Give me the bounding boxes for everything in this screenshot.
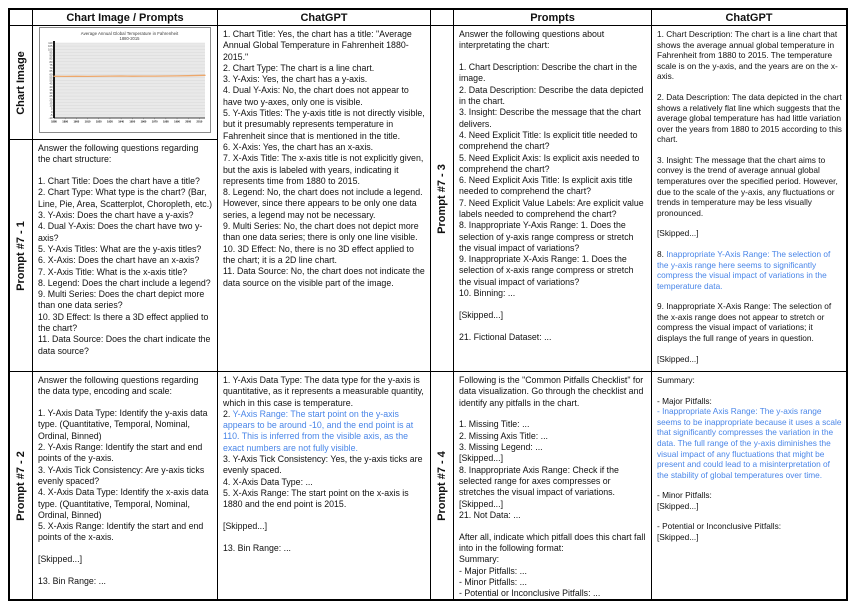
- text-line: [38, 544, 213, 555]
- header-corner-left: [10, 10, 32, 25]
- cell-prompt-7-2: [33, 372, 217, 599]
- text-line: 4. Dual Y-Axis: Does the chart have two y-axis?: [38, 221, 203, 243]
- text-line: 3. Missing Legend: ...: [459, 442, 543, 453]
- svg-text:5: 5: [50, 107, 53, 111]
- cell-chatgpt-response-3: [652, 26, 846, 371]
- text-line: 1. Y-Axis Data Type: Identify the y-axis data type. (Quantitative, Temporal, Nominal, Ordinal, Binned): [38, 408, 208, 441]
- svg-text:1950: 1950: [129, 120, 136, 124]
- row-label-prompt-7-3: Prompt #7 - 3: [431, 26, 453, 371]
- text-line: 3. Y-Axis: Does the chart have a y-axis?: [38, 210, 194, 221]
- svg-text:80: 80: [49, 60, 53, 64]
- svg-text:1890: 1890: [62, 120, 69, 124]
- text-line: 1. Chart Description: The chart is a line chart that shows the average annual global temperature in Fahrenheit from 1880 to 2015. The temperature scale is on the y-axis, and the years are on the x-axis.: [657, 29, 838, 82]
- text-line: 1. Missing Title: ...: [459, 419, 530, 430]
- text-line: - Minor Pitfalls:: [657, 490, 712, 501]
- svg-text:1930: 1930: [107, 120, 113, 124]
- svg-text:15: 15: [49, 101, 53, 105]
- cell-prompt-7-1: [33, 140, 217, 371]
- svg-text:90: 90: [49, 54, 53, 58]
- text-line: [657, 145, 842, 155]
- text-line: [459, 521, 647, 532]
- text-line: 4. Dual Y-Axis: No, the chart does not appear to have two y-axes, only one is visible.: [223, 85, 409, 107]
- header-chatgpt-left: ChatGPT: [218, 10, 430, 25]
- text-line: 2. Missing Axis Title: ...: [459, 430, 548, 441]
- text-line: 2. Chart Type: The chart is a line chart.: [223, 62, 375, 73]
- svg-text:2000: 2000: [185, 120, 192, 124]
- svg-text:105: 105: [48, 45, 53, 49]
- text-line: 6. Need Explicit Axis Title: Is explicit axis title needed to comprehend the chart?: [459, 175, 633, 197]
- text-line: 7. X-Axis Title: What is the x-axis title?: [38, 266, 188, 277]
- text-line: [657, 291, 842, 301]
- text-line: 3. Insight: Describe the message that the chart delivers.: [459, 107, 641, 129]
- text-line: Summary:: [657, 375, 695, 385]
- text-line: After all, indicate which pitfall does this chart fall into in the following format:: [459, 531, 646, 553]
- text-line: [38, 566, 213, 577]
- text-line: 4. X-Axis Data Type: ...: [223, 476, 313, 487]
- text-line: 2. Data Description: The data depicted in the chart shows a relatively flat line which suggests that the average global temperature has had little variation over the years from 1880 to 2015 according to this chart.: [657, 91, 842, 145]
- svg-text:50: 50: [49, 79, 53, 83]
- text-line: 13. Bin Range: ...: [223, 542, 291, 553]
- text-line: 10. 3D Effect: Is there a 3D effect applied to the chart?: [38, 311, 209, 333]
- svg-text:0: 0: [50, 110, 53, 114]
- svg-text:1970: 1970: [151, 120, 158, 124]
- text-line: 4. X-Axis Data Type: Identify the x-axis data type. (Quantitative, Temporal, Nominal, Ordinal, Binned): [38, 487, 209, 520]
- header-chart-image-prompts: Chart Image / Prompts: [33, 10, 217, 25]
- text-line: - Minor Pitfalls: ...: [459, 576, 527, 587]
- cell-chatgpt-response-1: [218, 26, 430, 371]
- prompt-response-table: [8, 8, 848, 601]
- text-line: 10. 3D Effect: No, there is no 3D effect applied to the chart; it is a 2D line chart.: [223, 243, 414, 265]
- text-line: 5. X-Axis Range: Identify the start and end points of the x-axis.: [38, 521, 204, 543]
- row-label-prompt-7-4: Prompt #7 - 4: [431, 372, 453, 599]
- svg-text:75: 75: [49, 63, 53, 67]
- text-line: 8. Legend: Does the chart include a legend?: [38, 277, 211, 288]
- text-line: 9. Multi Series: No, the chart does not depict more than one data series; there is only one line visible.: [223, 221, 419, 243]
- svg-text:45: 45: [49, 82, 53, 86]
- svg-text:1910: 1910: [84, 120, 91, 124]
- svg-text:1990: 1990: [174, 120, 180, 124]
- text-line: Answer the following questions regarding the data type, encoding and scale:: [38, 375, 199, 397]
- svg-text:Average Annual Global Temperat: Average Annual Global Temperature in Fahrenheit: [80, 31, 179, 36]
- text-line: 1. Chart Title: Does the chart have a title?: [38, 176, 200, 187]
- row-label-prompt-7-2: Prompt #7 - 2: [10, 372, 32, 599]
- cell-prompt-7-4: [454, 372, 651, 599]
- text-line: 21. Not Data: ...: [459, 509, 521, 520]
- text-line: 9. Multi Series: Does the chart depict more than one data series?: [38, 289, 205, 311]
- text-line: [657, 480, 842, 490]
- text-line: [223, 511, 426, 522]
- text-line: Following is the "Common Pitfalls Checklist" for data visualization. Go through the checklist and identify any pitfalls in the chart.: [459, 375, 644, 408]
- svg-text:65: 65: [49, 70, 53, 74]
- svg-text:55: 55: [49, 76, 53, 80]
- text-line: 5. X-Axis Range: The start point on the x-axis is 1880 and the end point is 2015.: [223, 487, 409, 510]
- text-line: Summary:: [459, 554, 500, 565]
- text-line: [Skipped...]: [657, 353, 699, 364]
- chart-image-cell: [33, 26, 217, 139]
- text-line: [657, 218, 842, 228]
- text-line: [459, 52, 647, 63]
- text-line: 9. Inappropriate X-Axis Range: The selection of the x-axis range does not appear to stretch or compress the visual impact of variations; it displays the full range of years in question.: [657, 301, 832, 344]
- text-line: [657, 239, 842, 249]
- svg-text:1980: 1980: [162, 120, 169, 124]
- text-line: 2. Data Description: Describe the data depicted in the chart.: [459, 84, 644, 107]
- text-line: 9. Inappropriate X-Axis Range: 1. Does the selection of x-axis range compress or stretch the visual impact of variations?: [459, 254, 634, 287]
- text-line: Answer the following questions regarding the chart structure:: [38, 143, 199, 165]
- text-line: [657, 511, 842, 521]
- svg-text:1880-2015: 1880-2015: [119, 36, 140, 41]
- text-line: 1. Chart Title: Yes, the chart has a title: "Average Annual Global Temperature in Fahrenheit 1880-2015.": [223, 29, 412, 62]
- text-line: [Skipped...]: [459, 453, 504, 464]
- text-line: 21. Fictional Dataset: ...: [459, 331, 552, 342]
- text-line: [Skipped...]: [223, 521, 268, 532]
- text-line: [Skipped...]: [38, 554, 83, 565]
- svg-text:1960: 1960: [140, 120, 147, 124]
- text-line: 11. Data Source: No, the chart does not indicate the data source on the visible part of the image.: [223, 266, 425, 288]
- text-line: - Inappropriate Axis Range: The y-axis range seems to be inappropriate because it uses a scale that significantly compresses the variation in the data. The full range of the y-axis diminishes the visual impact of any fluctuations that might be present and could lead to a misinterpretation of the stability of global temperatures over time.: [657, 406, 842, 480]
- text-line: 8. Inappropriate Axis Range: Check if the selected range for axes compresses or stretches the visual impact of variations.: [459, 464, 619, 498]
- text-line: 3. Insight: The message that the chart aims to convey is the trend of average annual global temperatures over the specified period. However, due to the scale of the y-axis, any fluctuations or trends in temperature may be less visually pronounced.: [657, 154, 838, 218]
- text-line: - Potential or Inconclusive Pitfalls: ...: [459, 588, 601, 599]
- text-line: [657, 344, 842, 354]
- text-line: [38, 166, 213, 177]
- text-line: [Skipped...]: [657, 228, 699, 239]
- text-line: [223, 532, 426, 543]
- svg-text:25: 25: [49, 95, 53, 99]
- svg-text:-5: -5: [50, 113, 53, 117]
- cell-prompt-7-3: [454, 26, 651, 371]
- text-line: - Major Pitfalls: ...: [459, 565, 527, 576]
- text-line: 2. Y-Axis Range: The start point on the y-axis appears to be around -10, and the end point is at 110. This is inferred from the visible axis, as the exact numbers are not fully visible.: [223, 408, 414, 453]
- text-line: 6. X-Axis: Does the chart have an x-axis?: [38, 255, 200, 266]
- text-line: [657, 82, 842, 92]
- text-line: 1. Chart Description: Describe the chart in the image.: [459, 62, 637, 84]
- text-line: 2. Chart Type: What type is the chart? (Bar, Line, Pie, Area, Scatterplot, Choropleth, etc.): [38, 187, 213, 209]
- svg-text:35: 35: [49, 88, 53, 92]
- text-line: 11. Data Source: Does the chart indicate the data source?: [38, 334, 211, 356]
- svg-text:100: 100: [48, 48, 53, 52]
- text-line: 5. Need Explicit Axis: Is explicit axis needed to comprehend the chart?: [459, 152, 640, 174]
- svg-text:2010: 2010: [196, 120, 203, 124]
- svg-text:1880: 1880: [51, 120, 57, 124]
- text-line: [38, 398, 213, 409]
- text-line: [657, 386, 842, 396]
- text-line: - Potential or Inconclusive Pitfalls:: [657, 521, 782, 532]
- svg-text:60: 60: [49, 73, 53, 77]
- text-line: [Skipped...]: [657, 500, 699, 511]
- text-line: [Skipped...]: [657, 531, 699, 542]
- text-line: 8. Legend: No, the chart does not include a legend. However, since there appears to be only one data series, a legend may not be necessary.: [223, 187, 423, 220]
- svg-text:95: 95: [49, 51, 53, 55]
- header-prompts: Prompts: [454, 10, 651, 25]
- svg-text:1920: 1920: [95, 120, 102, 124]
- text-line: 5. Y-Axis Titles: The y-axis title is not directly visible, but it presumably represents temperature in Fahrenheit since that is mentioned in the title.: [223, 108, 425, 141]
- svg-text:110: 110: [48, 42, 53, 45]
- svg-text:85: 85: [49, 57, 53, 61]
- header-chatgpt-right: ChatGPT: [652, 10, 846, 25]
- text-line: - Major Pitfalls:: [657, 395, 712, 406]
- text-line: [Skipped...]: [459, 498, 504, 509]
- temperature-line-chart: [39, 27, 211, 138]
- cell-chatgpt-response-2: [218, 372, 430, 599]
- text-line: [459, 321, 647, 332]
- svg-text:1940: 1940: [118, 120, 125, 124]
- text-line: Answer the following questions about interpretating the chart:: [459, 29, 605, 51]
- svg-text:40: 40: [49, 85, 53, 89]
- text-line: 4. Need Explicit Title: Is explicit title needed to comprehend the chart?: [459, 129, 638, 152]
- text-line: 6. X-Axis: Yes, the chart has an x-axis.: [223, 141, 374, 152]
- row-label-chart-image: Chart Image: [10, 26, 32, 139]
- text-line: 8. Inappropriate Y-Axis Range: 1. Does the selection of y-axis range compress or stretch the visual impact of variations?: [459, 220, 634, 253]
- text-line: 1. Y-Axis Data Type: The data type for the y-axis is quantitative, as it represents a measurable quantity, which in this case is temperature.: [223, 375, 424, 408]
- svg-text:1900: 1900: [73, 120, 80, 124]
- header-corner-mid: [431, 10, 453, 25]
- row-label-prompt-7-1: Prompt #7 - 1: [10, 140, 32, 371]
- text-line: [459, 299, 647, 310]
- text-line: 3. Y-Axis Tick Consistency: Are y-axis ticks evenly spaced?: [38, 464, 205, 486]
- text-line: 10. Binning: ...: [459, 288, 516, 299]
- text-line: 13. Bin Range: ...: [38, 576, 106, 587]
- text-line: [459, 409, 647, 420]
- text-line: 8. Inappropriate Y-Axis Range: The selection of the y-axis range here seems to significantly compress the visual impact of variations in the temperature data.: [657, 248, 831, 291]
- cell-chatgpt-response-4: [652, 372, 846, 599]
- text-line: 7. Need Explicit Value Labels: Are explicit value labels needed to comprehend the chart?: [459, 197, 644, 219]
- text-line: 5. Y-Axis Titles: What are the y-axis titles?: [38, 243, 202, 254]
- text-line: [Skipped...]: [459, 309, 504, 320]
- text-line: 7. X-Axis Title: The x-axis title is not explicitly given, but the axis is labeled with years, indicating it represents time from 1880 to 2015.: [223, 153, 424, 186]
- svg-text:10: 10: [49, 104, 53, 108]
- text-line: 2. Y-Axis Range: Identify the start and end points of the y-axis.: [38, 442, 203, 464]
- text-line: 3. Y-Axis: Yes, the chart has a y-axis.: [223, 74, 368, 85]
- svg-text:30: 30: [49, 92, 53, 95]
- svg-text:20: 20: [49, 98, 53, 102]
- text-line: 3. Y-Axis Tick Consistency: Yes, the y-axis ticks are evenly spaced.: [223, 454, 423, 476]
- svg-text:70: 70: [49, 67, 53, 70]
- svg-text:-10: -10: [48, 117, 53, 120]
